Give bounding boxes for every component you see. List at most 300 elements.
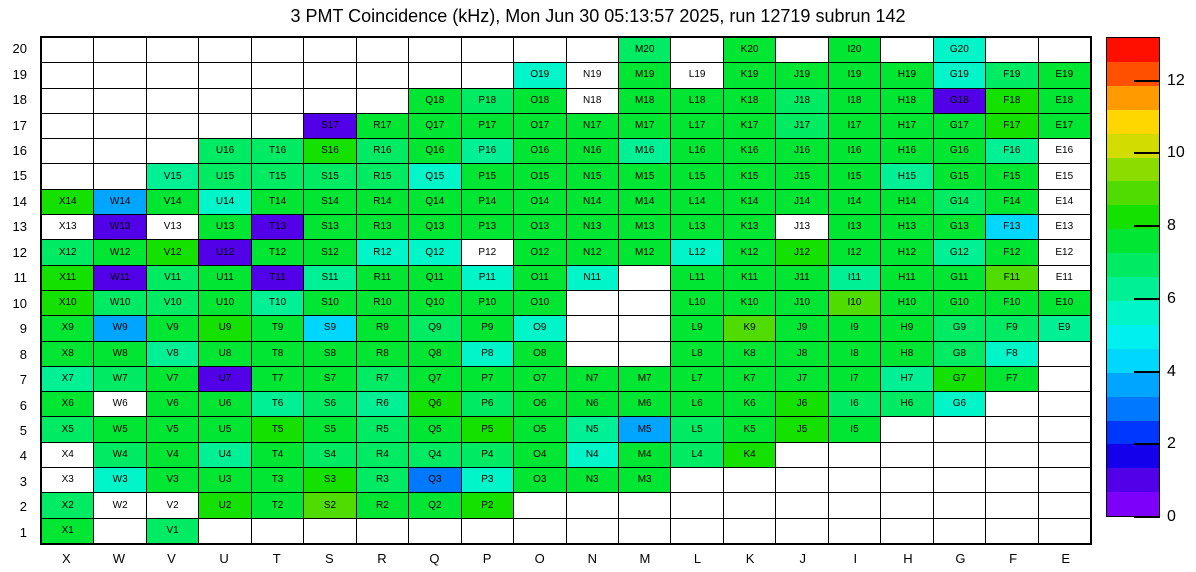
cell-E17: E17: [1039, 114, 1090, 138]
cell-F14: F14: [986, 190, 1037, 214]
cell-E19: E19: [1039, 63, 1090, 87]
row-label-19: 19: [12, 66, 27, 82]
cell-L4: L4: [671, 443, 722, 467]
col-label-W: W: [112, 550, 126, 566]
cell-O5: O5: [514, 417, 565, 441]
cell-S17: S17: [304, 114, 355, 138]
cell-G19: G19: [934, 63, 985, 87]
cell-R19: [357, 63, 408, 87]
col-label-I: I: [853, 550, 858, 566]
cell-I11: I11: [829, 266, 880, 290]
cell-J8: J8: [776, 342, 827, 366]
colorbar-band-17: [1107, 110, 1159, 134]
colorbar-band-6: [1107, 373, 1159, 397]
cell-F10: F10: [986, 291, 1037, 315]
cell-T16: T16: [252, 139, 303, 163]
cell-X18: [42, 89, 93, 113]
colorbar-band-19: [1107, 62, 1159, 86]
cell-Q14: Q14: [409, 190, 460, 214]
cell-R17: R17: [357, 114, 408, 138]
cell-H3: [881, 468, 932, 492]
cell-L10: L10: [671, 291, 722, 315]
cell-S18: [304, 89, 355, 113]
cell-M9: [619, 316, 670, 340]
cell-J9: J9: [776, 316, 827, 340]
cell-W14: W14: [94, 190, 145, 214]
cell-I2: [829, 493, 880, 517]
cell-Q10: Q10: [409, 291, 460, 315]
cell-R4: R4: [357, 443, 408, 467]
cell-R1: [357, 519, 408, 543]
cell-E9: E9: [1039, 316, 1090, 340]
cell-O18: O18: [514, 89, 565, 113]
cell-U20: [199, 38, 250, 62]
cell-F15: F15: [986, 164, 1037, 188]
cell-W20: [94, 38, 145, 62]
cell-N11: N11: [567, 266, 618, 290]
cell-H20: [881, 38, 932, 62]
colorbar-band-3: [1107, 444, 1159, 468]
cell-T18: [252, 89, 303, 113]
row-label-13: 13: [12, 219, 27, 235]
cell-S5: S5: [304, 417, 355, 441]
cell-W1: [94, 519, 145, 543]
cell-O3: O3: [514, 468, 565, 492]
colorbar-band-2: [1107, 468, 1159, 492]
cell-P6: P6: [462, 392, 513, 416]
cell-S9: S9: [304, 316, 355, 340]
cell-M11: [619, 266, 670, 290]
cell-P7: P7: [462, 367, 513, 391]
colorbar-band-9: [1107, 301, 1159, 325]
cell-O20: [514, 38, 565, 62]
cell-J18: J18: [776, 89, 827, 113]
cell-V19: [147, 63, 198, 87]
x-axis-labels: [40, 548, 1092, 568]
cell-O4: O4: [514, 443, 565, 467]
cell-W11: W11: [94, 266, 145, 290]
cell-K19: K19: [724, 63, 775, 87]
cell-M18: M18: [619, 89, 670, 113]
row-label-10: 10: [12, 295, 27, 311]
cell-E16: E16: [1039, 139, 1090, 163]
cell-T7: T7: [252, 367, 303, 391]
cell-I20: I20: [829, 38, 880, 62]
cell-I17: I17: [829, 114, 880, 138]
cell-M5: M5: [619, 417, 670, 441]
cell-O19: O19: [514, 63, 565, 87]
cell-V3: V3: [147, 468, 198, 492]
cell-T13: T13: [252, 215, 303, 239]
cell-E15: E15: [1039, 164, 1090, 188]
cell-V16: [147, 139, 198, 163]
colorbar-tick-label-12: 12: [1167, 71, 1185, 89]
cell-T5: T5: [252, 417, 303, 441]
cell-J14: J14: [776, 190, 827, 214]
cell-E18: E18: [1039, 89, 1090, 113]
cell-F16: F16: [986, 139, 1037, 163]
cell-N10: [567, 291, 618, 315]
cell-O9: O9: [514, 316, 565, 340]
cell-P20: [462, 38, 513, 62]
cell-N20: [567, 38, 618, 62]
cell-S11: S11: [304, 266, 355, 290]
cell-G9: G9: [934, 316, 985, 340]
colorbar-band-14: [1107, 181, 1159, 205]
cell-X16: [42, 139, 93, 163]
cell-N14: N14: [567, 190, 618, 214]
cell-F3: [986, 468, 1037, 492]
cell-F9: F9: [986, 316, 1037, 340]
cell-I16: I16: [829, 139, 880, 163]
cell-G6: G6: [934, 392, 985, 416]
row-label-9: 9: [19, 321, 27, 337]
row-label-7: 7: [19, 372, 27, 388]
cell-F8: F8: [986, 342, 1037, 366]
cell-J3: [776, 468, 827, 492]
cell-V13: V13: [147, 215, 198, 239]
cell-P9: P9: [462, 316, 513, 340]
cell-K15: K15: [724, 164, 775, 188]
cell-K12: K12: [724, 240, 775, 264]
cell-W19: [94, 63, 145, 87]
cell-Q4: Q4: [409, 443, 460, 467]
row-label-20: 20: [12, 41, 27, 57]
cell-P18: P18: [462, 89, 513, 113]
y-axis-labels: [0, 36, 34, 545]
cell-X4: X4: [42, 443, 93, 467]
cell-G16: G16: [934, 139, 985, 163]
cell-W10: W10: [94, 291, 145, 315]
cell-L20: [671, 38, 722, 62]
cell-S8: S8: [304, 342, 355, 366]
row-label-12: 12: [12, 244, 27, 260]
cell-U12: U12: [199, 240, 250, 264]
cell-M1: [619, 519, 670, 543]
cell-L16: L16: [671, 139, 722, 163]
cell-L11: L11: [671, 266, 722, 290]
cell-N13: N13: [567, 215, 618, 239]
cell-T19: [252, 63, 303, 87]
cell-U9: U9: [199, 316, 250, 340]
cell-R7: R7: [357, 367, 408, 391]
colorbar-band-12: [1107, 229, 1159, 253]
cell-Q11: Q11: [409, 266, 460, 290]
cell-I3: [829, 468, 880, 492]
cell-E11: E11: [1039, 266, 1090, 290]
cell-K9: K9: [724, 316, 775, 340]
cell-V6: V6: [147, 392, 198, 416]
cell-X19: [42, 63, 93, 87]
cell-H12: H12: [881, 240, 932, 264]
row-label-2: 2: [19, 499, 27, 515]
cell-T8: T8: [252, 342, 303, 366]
cell-L8: L8: [671, 342, 722, 366]
cell-W3: W3: [94, 468, 145, 492]
row-label-8: 8: [19, 346, 27, 362]
cell-I10: I10: [829, 291, 880, 315]
cell-G11: G11: [934, 266, 985, 290]
colorbar-band-1: [1107, 492, 1159, 516]
cell-F5: [986, 417, 1037, 441]
cell-R12: R12: [357, 240, 408, 264]
cell-H16: H16: [881, 139, 932, 163]
cell-H9: H9: [881, 316, 932, 340]
cell-F1: [986, 519, 1037, 543]
cell-O11: O11: [514, 266, 565, 290]
cell-G1: [934, 519, 985, 543]
cell-P19: [462, 63, 513, 87]
cell-E5: [1039, 417, 1090, 441]
row-label-5: 5: [19, 423, 27, 439]
cell-G10: G10: [934, 291, 985, 315]
cell-V17: [147, 114, 198, 138]
cell-E2: [1039, 493, 1090, 517]
cell-J6: J6: [776, 392, 827, 416]
cell-T20: [252, 38, 303, 62]
heatmap-grid: [40, 36, 1092, 545]
row-label-3: 3: [19, 473, 27, 489]
cell-K7: K7: [724, 367, 775, 391]
col-label-M: M: [639, 550, 651, 566]
cell-R10: R10: [357, 291, 408, 315]
cell-S10: S10: [304, 291, 355, 315]
cell-X3: X3: [42, 468, 93, 492]
cell-I4: [829, 443, 880, 467]
cell-J2: [776, 493, 827, 517]
cell-G7: G7: [934, 367, 985, 391]
cell-N6: N6: [567, 392, 618, 416]
cell-T17: [252, 114, 303, 138]
colorbar-tick-label-10: 10: [1167, 144, 1185, 162]
cell-P16: P16: [462, 139, 513, 163]
cell-H11: H11: [881, 266, 932, 290]
cell-I13: I13: [829, 215, 880, 239]
cell-R5: R5: [357, 417, 408, 441]
cell-X1: X1: [42, 519, 93, 543]
cell-K10: K10: [724, 291, 775, 315]
cell-S15: S15: [304, 164, 355, 188]
cell-K6: K6: [724, 392, 775, 416]
cell-E20: [1039, 38, 1090, 62]
row-label-6: 6: [19, 397, 27, 413]
colorbar-tick-label-8: 8: [1167, 217, 1176, 235]
colorbar-tick-label-6: 6: [1167, 289, 1176, 307]
cell-H7: H7: [881, 367, 932, 391]
cell-K3: [724, 468, 775, 492]
cell-S4: S4: [304, 443, 355, 467]
cell-M7: M7: [619, 367, 670, 391]
colorbar-band-11: [1107, 253, 1159, 277]
cell-O12: O12: [514, 240, 565, 264]
cell-N2: [567, 493, 618, 517]
cell-X14: X14: [42, 190, 93, 214]
cell-Q12: Q12: [409, 240, 460, 264]
cell-G4: [934, 443, 985, 467]
cell-Q13: Q13: [409, 215, 460, 239]
cell-V11: V11: [147, 266, 198, 290]
cell-X15: [42, 164, 93, 188]
cell-N16: N16: [567, 139, 618, 163]
cell-J7: J7: [776, 367, 827, 391]
cell-M3: M3: [619, 468, 670, 492]
cell-M17: M17: [619, 114, 670, 138]
cell-G2: [934, 493, 985, 517]
cell-N19: N19: [567, 63, 618, 87]
cell-L9: L9: [671, 316, 722, 340]
cell-I7: I7: [829, 367, 880, 391]
cell-O6: O6: [514, 392, 565, 416]
cell-G3: [934, 468, 985, 492]
cell-V5: V5: [147, 417, 198, 441]
cell-F2: [986, 493, 1037, 517]
cell-M2: [619, 493, 670, 517]
cell-T6: T6: [252, 392, 303, 416]
cell-X11: X11: [42, 266, 93, 290]
colorbar-tick-10: [1134, 152, 1160, 154]
cell-G12: G12: [934, 240, 985, 264]
cell-Q18: Q18: [409, 89, 460, 113]
cell-K1: [724, 519, 775, 543]
cell-R9: R9: [357, 316, 408, 340]
cell-L15: L15: [671, 164, 722, 188]
col-label-Q: Q: [429, 550, 440, 566]
colorbar-band-4: [1107, 421, 1159, 445]
cell-W17: [94, 114, 145, 138]
cell-V4: V4: [147, 443, 198, 467]
cell-V12: V12: [147, 240, 198, 264]
cell-F6: [986, 392, 1037, 416]
col-label-R: R: [377, 550, 387, 566]
cell-J11: J11: [776, 266, 827, 290]
cell-I15: I15: [829, 164, 880, 188]
cell-F17: F17: [986, 114, 1037, 138]
cell-F12: F12: [986, 240, 1037, 264]
cell-P14: P14: [462, 190, 513, 214]
cell-K5: K5: [724, 417, 775, 441]
cell-T12: T12: [252, 240, 303, 264]
cell-M8: [619, 342, 670, 366]
cell-J17: J17: [776, 114, 827, 138]
cell-W2: W2: [94, 493, 145, 517]
cell-W7: W7: [94, 367, 145, 391]
cell-E7: [1039, 367, 1090, 391]
cell-L7: L7: [671, 367, 722, 391]
row-label-18: 18: [12, 92, 27, 108]
cell-O15: O15: [514, 164, 565, 188]
cell-X12: X12: [42, 240, 93, 264]
cell-R15: R15: [357, 164, 408, 188]
colorbar-tick-6: [1134, 298, 1160, 300]
cell-N9: [567, 316, 618, 340]
cell-S13: S13: [304, 215, 355, 239]
cell-U5: U5: [199, 417, 250, 441]
cell-E12: E12: [1039, 240, 1090, 264]
cell-Q9: Q9: [409, 316, 460, 340]
cell-M13: M13: [619, 215, 670, 239]
cell-X20: [42, 38, 93, 62]
col-label-X: X: [61, 550, 71, 566]
colorbar-tick-label-4: 4: [1167, 362, 1176, 380]
cell-W15: [94, 164, 145, 188]
cell-Q6: Q6: [409, 392, 460, 416]
cell-V10: V10: [147, 291, 198, 315]
cell-T3: T3: [252, 468, 303, 492]
cell-S12: S12: [304, 240, 355, 264]
cell-N7: N7: [567, 367, 618, 391]
col-label-G: G: [955, 550, 966, 566]
cell-Q2: Q2: [409, 493, 460, 517]
cell-Q15: Q15: [409, 164, 460, 188]
col-label-P: P: [482, 550, 492, 566]
cell-U18: [199, 89, 250, 113]
cell-N1: [567, 519, 618, 543]
cell-W16: [94, 139, 145, 163]
col-label-N: N: [587, 550, 597, 566]
cell-X17: [42, 114, 93, 138]
cell-U1: [199, 519, 250, 543]
cell-K2: [724, 493, 775, 517]
cell-R6: R6: [357, 392, 408, 416]
colorbar-band-15: [1107, 158, 1159, 182]
cell-R2: R2: [357, 493, 408, 517]
cell-L2: [671, 493, 722, 517]
cell-U11: U11: [199, 266, 250, 290]
cell-F18: F18: [986, 89, 1037, 113]
colorbar-tick-8: [1134, 225, 1160, 227]
col-label-E: E: [1061, 550, 1071, 566]
chart-title: 3 PMT Coincidence (kHz), Mon Jun 30 05:13:57 2025, run 12719 subrun 142: [290, 6, 906, 26]
cell-K4: K4: [724, 443, 775, 467]
cell-J20: [776, 38, 827, 62]
cell-J5: J5: [776, 417, 827, 441]
cell-J12: J12: [776, 240, 827, 264]
cell-H18: H18: [881, 89, 932, 113]
cell-I9: I9: [829, 316, 880, 340]
cell-K18: K18: [724, 89, 775, 113]
cell-O14: O14: [514, 190, 565, 214]
cell-J10: J10: [776, 291, 827, 315]
colorbar-tick-label-2: 2: [1167, 435, 1176, 453]
cell-P13: P13: [462, 215, 513, 239]
cell-R14: R14: [357, 190, 408, 214]
cell-U19: [199, 63, 250, 87]
cell-L19: L19: [671, 63, 722, 87]
cell-N5: N5: [567, 417, 618, 441]
cell-V9: V9: [147, 316, 198, 340]
cell-E1: [1039, 519, 1090, 543]
cell-I8: I8: [829, 342, 880, 366]
cell-Q7: Q7: [409, 367, 460, 391]
cell-H6: H6: [881, 392, 932, 416]
cell-O2: [514, 493, 565, 517]
cell-P1: [462, 519, 513, 543]
col-label-T: T: [272, 550, 281, 566]
cell-N15: N15: [567, 164, 618, 188]
cell-U15: U15: [199, 164, 250, 188]
colorbar-band-5: [1107, 397, 1159, 421]
cell-X2: X2: [42, 493, 93, 517]
cell-Q16: Q16: [409, 139, 460, 163]
cell-I12: I12: [829, 240, 880, 264]
cell-J4: [776, 443, 827, 467]
cell-K14: K14: [724, 190, 775, 214]
cell-K16: K16: [724, 139, 775, 163]
cell-X13: X13: [42, 215, 93, 239]
cell-T14: T14: [252, 190, 303, 214]
cell-P5: P5: [462, 417, 513, 441]
cell-F11: F11: [986, 266, 1037, 290]
